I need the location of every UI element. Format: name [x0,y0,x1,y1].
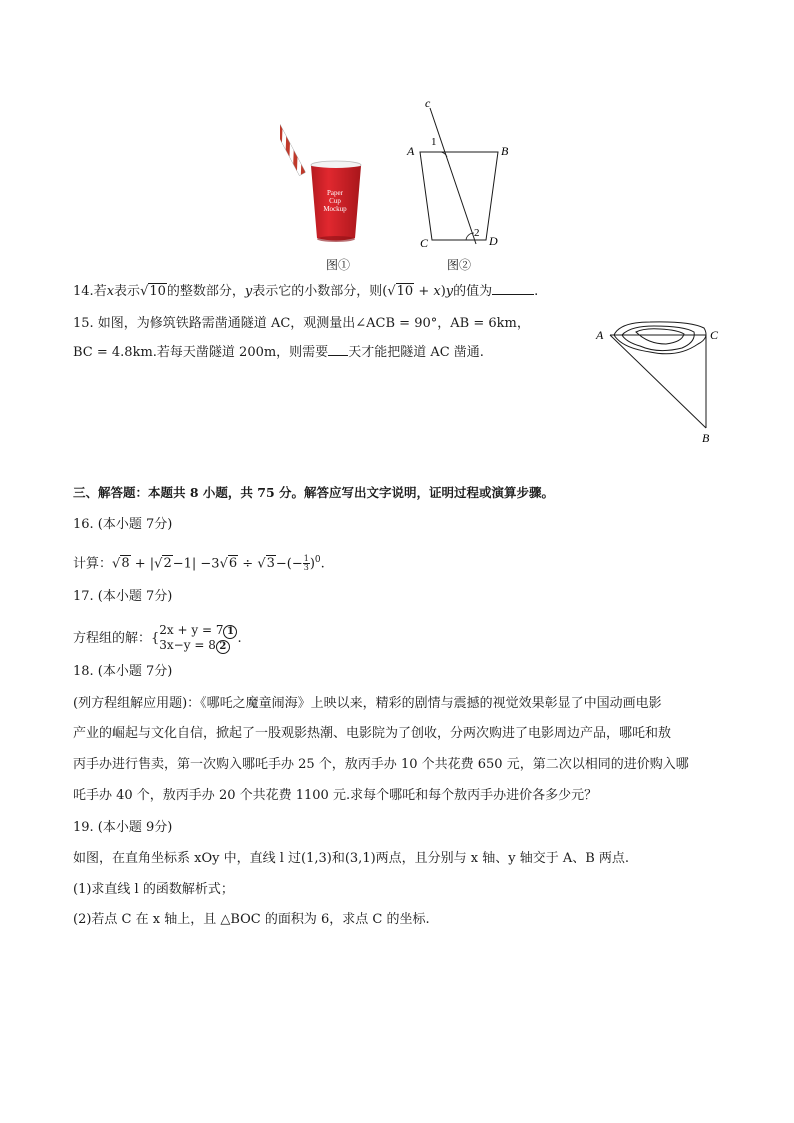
question-18-line-1: (列方程组解应用题)：《哪吒之魔童闹海》上映以来，精彩的剧情与震撼的视觉效果彰显了中国动画电影 [73,696,662,711]
question-18-line-3: 丙手办进行售卖，第一次购入哪吒手办 25 个，敖丙手办 10 个共花费 650 元，第二次以相同的进价购入哪 [73,757,689,772]
label-B: B [501,144,509,158]
question-17-system: 方程组的解：{2x + y = 7 1 3x−y = 8 2. [73,623,242,652]
answer-blank-15 [328,355,348,356]
paper-cup-figure [280,112,390,247]
fig1-caption: 图① [326,258,351,272]
question-19-line-3: (2)若点 C 在 x 轴上，且 △BOC 的面积为 6，求点 C 的坐标. [73,912,430,927]
label-A: A [596,328,604,342]
question-14: 14.若x表示√10的整数部分，y表示它的小数部分，则(√10 + x)y的值为 . [73,284,539,299]
question-19-line-1: 如图，在直角坐标系 xOy 中，直线 l 过(1,3)和(3,1)两点，且分别与 x 轴、y 轴交于 A、B 两点. [73,851,630,866]
label-c: c [425,96,431,110]
question-15-line-2: BC = 4.8km.若每天凿隧道 200m，则需要 天才能把隧道 AC 凿通. [73,345,484,360]
cup-label-2: Cup [329,197,341,205]
straw [280,118,306,176]
label-D: D [489,234,498,248]
question-16-expression: 计算：√8 + |√2−1| −3√6 ÷ √3−(− $\frac{1}{3}$ )$^0$. [73,554,325,573]
question-19-heading: 19. (本小题 9分) [73,820,173,835]
line-c [430,108,476,244]
answer-blank-14 [492,294,534,295]
fig2-caption: 图② [447,258,472,272]
cup-label-3: Mockup [323,205,347,213]
question-18-line-2: 产业的崛起与文化自信，掀起了一股观影热潮、电影院为了创收，分两次购进了电影周边产品，哪吒和敖 [73,726,672,741]
angle-2: 2 [474,227,480,239]
tunnel-diagram-figure [592,318,732,448]
label-A: A [407,144,415,158]
question-18-heading: 18. (本小题 7分) [73,664,173,679]
cup-label-1: Paper [327,189,343,197]
question-17-heading: 17. (本小题 7分) [73,589,173,604]
section-3-heading: 三、解答题：本题共 8 小题，共 75 分。解答应写出文字说明，证明过程或演算步骤。 [73,485,555,500]
question-18-line-4: 吒手办 40 个，敖丙手办 20 个共花费 1100 元.求每个哪吒和每个敖丙手办进价各多少元？ [73,788,598,803]
label-C: C [420,236,429,250]
label-B: B [702,431,710,445]
question-16-heading: 16. (本小题 7分) [73,517,173,532]
cup-diagram-figure [404,94,524,254]
question-19-line-2: (1)求直线 l 的函数解析式； [73,882,234,897]
question-15-line-1: 15. 如图，为修筑铁路需凿通隧道 AC，观测量出∠ACB = 90°，AB = 6km， [73,316,530,331]
angle-1: 1 [431,136,437,148]
label-C: C [710,328,719,342]
